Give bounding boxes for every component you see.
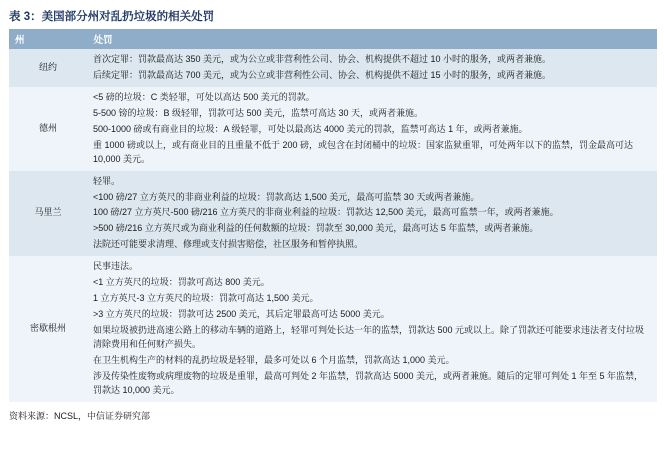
page-title: 表 3：美国部分州对乱扔垃圾的相关处罚: [9, 11, 215, 23]
penalty-line: 100 磅/27 立方英尺-500 磅/216 立方英尺的非商业利益的垃圾：罚款达 12,500 美元，最高可监禁一年，或两者兼施。: [93, 207, 559, 218]
penalty-line: 民事违法。: [93, 261, 139, 272]
penalty-line: 500-1000 磅或有商业目的垃圾：A 级轻罪，可处以最高达 4000 美元的罚款，监禁可高达 1 年，或两者兼施。: [93, 123, 528, 134]
source-note: 资料来源：NCSL，中信证券研究部: [9, 410, 151, 421]
penalty-line: 轻罪。: [93, 175, 121, 186]
penalty-line: <5 磅的垃圾：C 类轻罪，可处以高达 500 美元的罚款。: [93, 91, 315, 102]
penalty-line: 首次定罪：罚款最高达 350 美元，或为公立或非营利性公司、协会、机构提供不超过 10 小时的服务，或两者兼施。: [93, 54, 552, 64]
penalties-table: [9, 29, 657, 402]
penalty-line: 5-500 镑的垃圾：B 级轻罪，罚款可达 500 美元，监禁可高达 30 天，或两者兼施。: [93, 107, 424, 118]
cell-state: 密歇根州: [9, 256, 87, 401]
penalty-line: 在卫生机构生产的材料的乱扔垃圾是轻罪，最多可处以 6 个月监禁，罚款高达 1,000 美元。: [93, 354, 455, 365]
table-row: [9, 171, 657, 257]
penalty-line: 法院还可能要求清理、修理或支付损害赔偿，社区服务和暂停执照。: [93, 239, 364, 250]
cell-state: 纽约: [9, 49, 87, 87]
cell-penalty: [87, 256, 657, 401]
cell-state: 马里兰: [9, 171, 87, 257]
penalty-line: >3 立方英尺的垃圾：罚款可达 2500 美元，其后定罪最高可达 5000 美元。: [93, 309, 390, 320]
penalty-line: 涉及传染性废物或病理废物的垃圾是重罪，最高可判处 2 年监禁，罚款高达 5000 美元，或两者兼施。随后的定罪可判处 1 年至 5 年监禁，罚款达 10,000 美元。: [93, 370, 644, 395]
table-row: [9, 256, 657, 401]
penalty-line: >500 磅/216 立方英尺或为商业利益的任何数额的垃圾：罚款至 30,000 美元，最高可达 5 年监禁，或两者兼施。: [93, 223, 539, 234]
cell-penalty: [87, 87, 657, 171]
column-header-state: 州: [9, 29, 87, 49]
table-row: [9, 49, 657, 87]
cell-penalty: [87, 171, 657, 257]
penalty-line: <100 磅/27 立方英尺的非商业利益的垃圾：罚款高达 1,500 美元，最高可监禁 30 天或两者兼施。: [93, 191, 480, 202]
cell-penalty: [87, 49, 657, 87]
penalty-line: 后续定罪：罚款最高达 700 美元，或为公立或非营利性公司、协会、机构提供不超过 15 小时的服务，或两者兼施。: [93, 69, 552, 80]
column-header-penalty: 处罚: [87, 29, 657, 49]
penalty-line: 1 立方英尺-3 立方英尺的垃圾：罚款可高达 1,500 美元。: [93, 293, 319, 304]
penalty-line: <1 立方英尺的垃圾：罚款可高达 800 美元。: [93, 277, 270, 288]
table-header-row: [9, 29, 657, 49]
table-row: [9, 87, 657, 171]
penalty-line: 如果垃圾被扔进高速公路上的移动车辆的道路上，轻罪可判处长达一年的监禁，罚款达 500 元或以上。除了罚款还可能要求违法者支付垃圾清除费用和任何财产损失。: [93, 325, 645, 349]
penalty-line: 重 1000 磅或以上，或有商业目的且重量不低于 200 磅，或包含在封闭桶中的垃圾：国家监狱重罪，可处两年以下的监禁，罚金最高可达 10,000 美元。: [93, 139, 634, 164]
cell-state: 德州: [9, 87, 87, 171]
